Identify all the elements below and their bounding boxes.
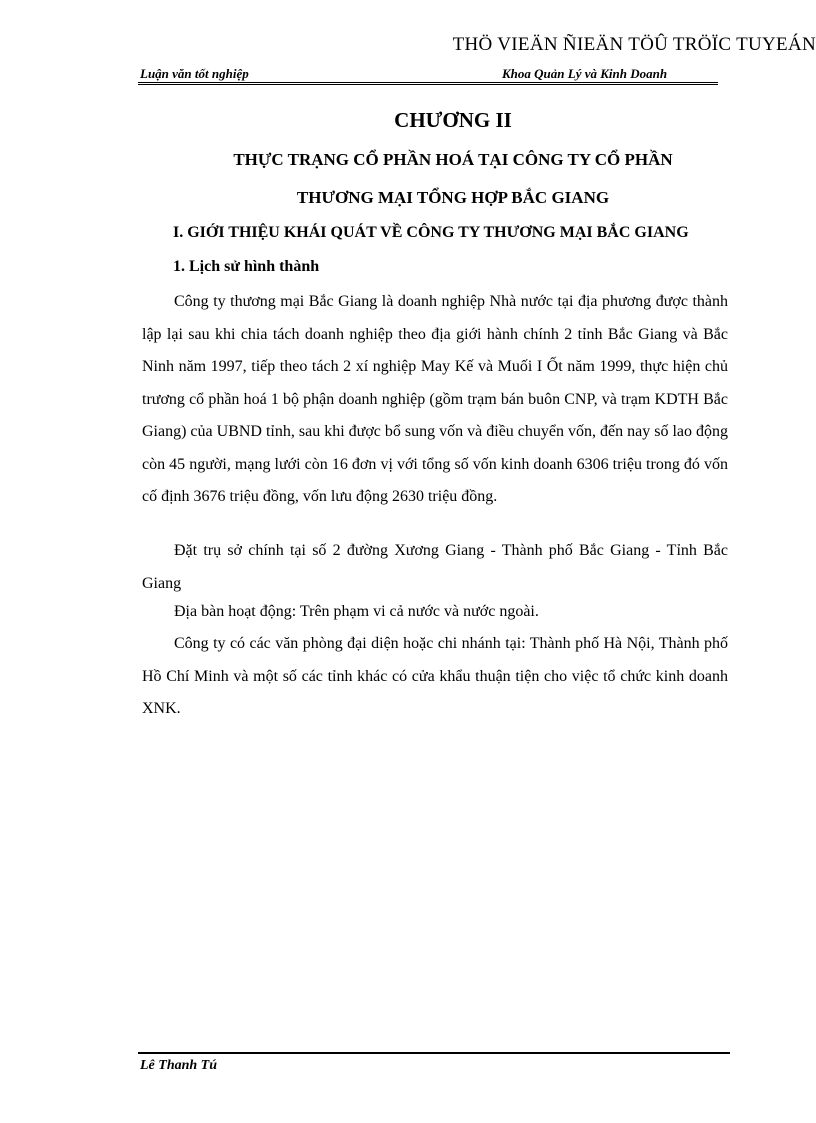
footer-divider [138,1052,730,1054]
chapter-heading: CHƯƠNG II [394,108,512,132]
subsection-heading: 1. Lịch sử hình thành [173,258,320,275]
paragraph-operating-area: Địa bàn hoạt động: Trên phạm vi cả nước và nước ngoài. [174,603,539,620]
chapter-title-line-2: THƯƠNG MẠI TỔNG HỢP BẮC GIANG [296,188,610,207]
watermark-text: THÖ VIEÄN ÑIEÄN TÖÛ TRÖÏC TUYEÁN [452,34,816,55]
page-header [138,64,718,85]
header-faculty-label: Khoa Quản Lý và Kinh Doanh [502,66,668,81]
header-thesis-label: Luận văn tốt nghiệp [140,66,249,81]
chapter-title-line-1: THỰC TRẠNG CỔ PHẦN HOÁ TẠI CÔNG TY CỔ PHẦN [233,150,673,169]
footer-author: Lê Thanh Tú [140,1058,218,1073]
paragraph-branches: Công ty có các văn phòng đại diện hoặc chi nhánh tại: Thành phố Hà Nội, Thành phố Hồ Chí Minh và một số các tỉnh khác có cửa khẩu thuận tiện cho việc tổ chức kinh doanh XNK. [142,635,728,717]
paragraph-history: Công ty thương mại Bắc Giang là doanh nghiệp Nhà nước tại địa phương được thành lập lại sau khi chia tách doanh nghiệp theo địa giới hành chính 2 tỉnh Bắc Giang và Bắc Ninh năm 1997, tiếp theo tách 2 xí nghiệp May Kế và Muối I Ốt năm 1999, thực hiện chủ trương cổ phần hoá 1 bộ phận doanh nghiệp (gồm trạm bán buôn CNP, và trạm KDTH Bắc Giang) của UBND tỉnh, sau khi được bổ sung vốn và điều chuyển vốn, đến nay số lao động còn 45 người, mạng lưới còn 16 đơn vị với tổng số vốn kinh doanh 6306 triệu trong đó vốn cố định 3676 triệu đồng, vốn lưu động 2630 triệu đồng. [142,293,728,505]
section-heading: I. GIỚI THIỆU KHÁI QUÁT VỀ CÔNG TY THƯƠNG MẠI BẮC GIANG [173,224,689,241]
paragraph-headquarters: Đặt trụ sở chính tại số 2 đường Xương Giang - Thành phố Bắc Giang - Tỉnh Bắc Giang [142,542,728,592]
